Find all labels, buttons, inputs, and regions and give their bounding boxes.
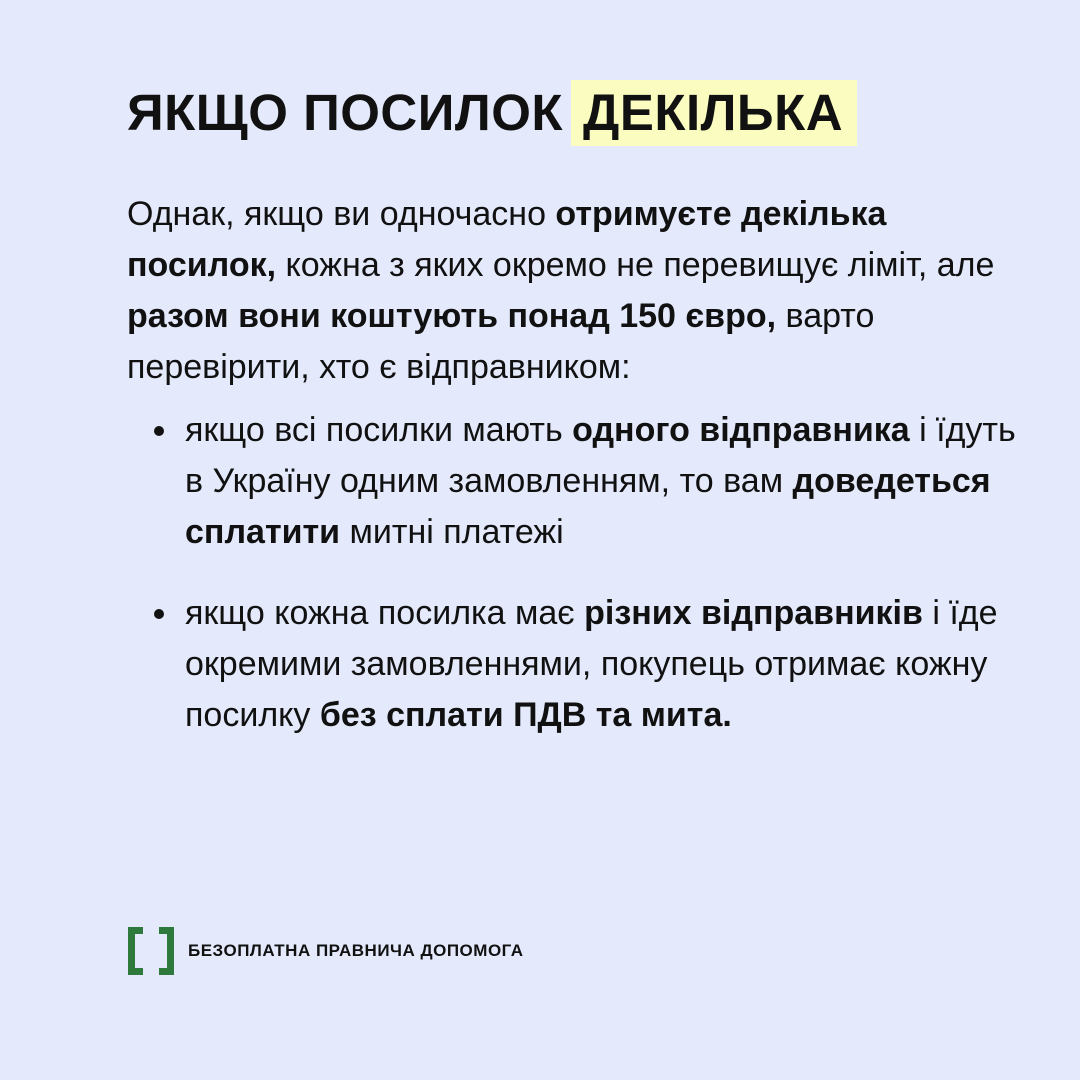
intro-text-2: кожна з яких окремо не перевищує ліміт, але [276,246,995,284]
intro-bold-1: отримуєте декілька посилок, [127,195,887,284]
bullet-dot-icon [154,426,164,436]
list-item [127,588,1027,741]
bullet-dot-icon [154,609,164,619]
bullet-text: і їде окремими замовленнями, покупець отримає кожну посилку [185,594,998,734]
title-main: ЯКЩО ПОСИЛОК [127,84,563,141]
logo-text: БЕЗОПЛАТНА ПРАВНИЧА ДОПОМОГА [188,941,524,960]
intro-paragraph [127,189,1007,393]
bullet-text: і їдуть в Україну одним замовленням, то вам [185,411,1016,500]
bullet-text: митні платежі [340,513,564,551]
intro-text-1: Однак, якщо ви одночасно [127,195,556,233]
intro-bold-2: разом вони коштують понад 150 євро, [127,297,777,335]
title-highlight: ДЕКІЛЬКА [571,80,857,146]
bullet-bold: різних відправників [584,594,923,632]
bullet-bold: одного відправника [572,411,910,449]
bullet-text: якщо кожна посилка має [185,594,585,632]
list-item [127,405,1027,558]
footer-logo [128,928,524,974]
bullet-text: якщо всі посилки мають [185,411,573,449]
bullet-list [127,405,1027,771]
page-title [127,80,857,146]
bullet-bold: доведеться сплатити [185,462,991,551]
bullet-bold: без сплати ПДВ та мита. [319,696,732,734]
bracket-logo-icon [128,927,143,975]
bracket-logo-icon [159,927,174,975]
intro-text-3: варто перевірити, хто є відправником: [127,297,875,386]
